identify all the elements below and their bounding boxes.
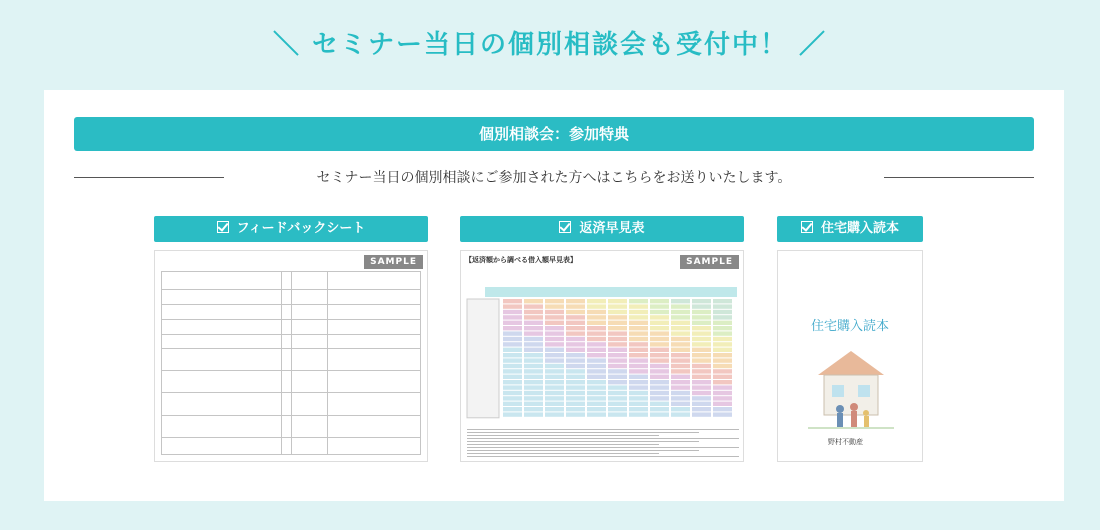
heatmap-cell — [545, 304, 564, 308]
home-guide-tag — [777, 216, 923, 242]
heatmap-cell — [713, 331, 732, 335]
heatmap-cell — [566, 299, 585, 303]
heatmap-cell — [629, 315, 648, 319]
heatmap-cell — [713, 396, 732, 400]
heatmap-cell — [524, 310, 543, 314]
heatmap-cell — [524, 331, 543, 335]
footnote-line — [467, 432, 699, 433]
heatmap-cell — [650, 315, 669, 319]
heatmap-cell — [608, 407, 627, 411]
heatmap-cell — [650, 310, 669, 314]
heatmap-cell — [671, 412, 690, 416]
heatmap-cell — [713, 348, 732, 352]
heatmap-cell — [545, 391, 564, 395]
heatmap-cell — [545, 358, 564, 362]
heatmap-cell — [692, 385, 711, 389]
heatmap-cell — [608, 304, 627, 308]
heatmap-cell — [524, 299, 543, 303]
publisher-logo: 野村不動産 — [828, 438, 863, 446]
heatmap-cell — [524, 380, 543, 384]
feedback-sheet-thumbnail — [154, 250, 428, 462]
heatmap-cell — [671, 326, 690, 330]
heatmap-cell — [608, 402, 627, 406]
heatmap-cell — [650, 353, 669, 357]
heatmap-cell — [713, 299, 732, 303]
heatmap-cell — [608, 315, 627, 319]
sample-badge: SAMPLE — [364, 255, 423, 269]
heatmap-cell — [587, 353, 606, 357]
heatmap-cell — [671, 391, 690, 395]
heatmap-cell — [524, 402, 543, 406]
heatmap-cell — [608, 326, 627, 330]
heatmap-cell — [587, 310, 606, 314]
heatmap-cell — [587, 396, 606, 400]
heatmap-cell — [692, 342, 711, 346]
heatmap-cell — [650, 348, 669, 352]
house-illustration — [778, 343, 923, 433]
heatmap-cell — [650, 321, 669, 325]
subtitle-text: セミナー当日の個別相談にご参加された方へはこちらをお送りいたします。 — [316, 170, 792, 186]
heatmap-cell — [566, 396, 585, 400]
heatmap-cell — [566, 375, 585, 379]
heatmap-cell — [650, 380, 669, 384]
heatmap-cell — [587, 331, 606, 335]
heatmap-cell — [713, 391, 732, 395]
heatmap-cell — [629, 337, 648, 341]
heatmap-cell — [587, 380, 606, 384]
heatmap-cell — [713, 315, 732, 319]
heatmap-cell — [629, 375, 648, 379]
heatmap-cell — [692, 396, 711, 400]
heatmap-cell — [713, 412, 732, 416]
heatmap-cell — [671, 353, 690, 357]
heatmap-cell — [503, 412, 522, 416]
heatmap-cell — [545, 315, 564, 319]
home-guide-thumbnail — [777, 250, 923, 462]
heatmap-cell — [629, 407, 648, 411]
heatmap-cell — [671, 331, 690, 335]
heatmap-cell — [524, 364, 543, 368]
heatmap-cell — [524, 369, 543, 373]
heatmap-cell — [692, 315, 711, 319]
heatmap-cell — [650, 391, 669, 395]
heatmap-cell — [503, 326, 522, 330]
heatmap-cell — [587, 358, 606, 362]
heatmap-cell — [608, 348, 627, 352]
heatmap-cell — [713, 342, 732, 346]
heatmap-cell — [608, 412, 627, 416]
heatmap-cell — [566, 342, 585, 346]
heatmap-cell — [545, 380, 564, 384]
heatmap-cell — [692, 310, 711, 314]
heatmap-cell — [713, 385, 732, 389]
heatmap-cell — [587, 391, 606, 395]
repayment-table-title: 【返済額から調べる借入額早見表】 — [465, 256, 577, 264]
heatmap-cell — [587, 348, 606, 352]
footnote-line — [467, 429, 739, 430]
heatmap-cell — [692, 299, 711, 303]
heatmap-cell — [629, 348, 648, 352]
heatmap-cell — [671, 337, 690, 341]
heatmap-cell — [608, 396, 627, 400]
heatmap-cell — [587, 304, 606, 308]
heatmap-cell — [629, 299, 648, 303]
heatmap-cell — [650, 385, 669, 389]
heatmap-cell — [650, 364, 669, 368]
heatmap-cell — [671, 402, 690, 406]
heatmap-cell — [524, 358, 543, 362]
heatmap-cell — [545, 310, 564, 314]
heatmap-cell — [692, 321, 711, 325]
heatmap-cell — [503, 304, 522, 308]
heatmap-cell — [608, 375, 627, 379]
heatmap-cell — [587, 369, 606, 373]
heatmap-cell — [524, 385, 543, 389]
heatmap-cell — [566, 412, 585, 416]
heatmap-cell — [608, 337, 627, 341]
heatmap-cell — [503, 380, 522, 384]
footnote-line — [467, 441, 699, 442]
heatmap-cell — [524, 412, 543, 416]
checkbox-icon — [217, 221, 229, 233]
heatmap-cell — [629, 402, 648, 406]
heatmap-cell — [629, 380, 648, 384]
heatmap-cell — [713, 326, 732, 330]
heatmap-cell — [650, 407, 669, 411]
heatmap-cell — [692, 364, 711, 368]
heatmap-cell — [629, 326, 648, 330]
footnote-line — [467, 447, 739, 448]
heatmap-cell — [671, 375, 690, 379]
heatmap-cell — [692, 369, 711, 373]
heatmap-cell — [545, 375, 564, 379]
heatmap-cell — [503, 299, 522, 303]
item-feedback-sheet — [154, 216, 428, 462]
heatmap-cell — [545, 369, 564, 373]
heatmap-cell — [608, 385, 627, 389]
heatmap-cell — [566, 331, 585, 335]
heatmap-cell — [545, 337, 564, 341]
heatmap-cell — [629, 353, 648, 357]
benefits-card — [44, 90, 1064, 501]
heatmap-cell — [650, 326, 669, 330]
heatmap-cell — [545, 412, 564, 416]
heatmap-cell — [524, 321, 543, 325]
repayment-table-thumbnail — [460, 250, 744, 462]
heatmap-cell — [713, 358, 732, 362]
footnote-line — [467, 435, 659, 436]
book-title: 住宅購入読本 — [810, 319, 889, 334]
heatmap-cell — [671, 304, 690, 308]
heatmap-cell — [524, 342, 543, 346]
heatmap-cell — [524, 326, 543, 330]
feedback-sheet-label: フィードバックシート — [236, 221, 366, 236]
heatmap-cell — [671, 342, 690, 346]
repayment-table-tag — [460, 216, 744, 242]
heatmap-cell — [587, 326, 606, 330]
heatmap-cell — [545, 348, 564, 352]
heatmap-cell — [545, 299, 564, 303]
heatmap-cell — [503, 375, 522, 379]
heatmap-cell — [713, 380, 732, 384]
heatmap-cell — [503, 337, 522, 341]
divider-right — [884, 177, 1034, 178]
headline: ＼ セミナー当日の個別相談会も受付中！ ／ — [272, 30, 828, 60]
heatmap-cell — [692, 331, 711, 335]
heatmap-cell — [671, 369, 690, 373]
heatmap-cell — [566, 304, 585, 308]
footnote-line — [467, 438, 739, 439]
heatmap-cell — [524, 315, 543, 319]
heatmap-cell — [713, 321, 732, 325]
heatmap-cell — [671, 315, 690, 319]
footnote-line — [467, 456, 739, 457]
heatmap-cell — [503, 315, 522, 319]
heatmap-cell — [503, 385, 522, 389]
heatmap-cell — [692, 407, 711, 411]
checkbox-icon — [559, 221, 571, 233]
heatmap-cell — [566, 380, 585, 384]
repayment-heatmap — [461, 251, 744, 461]
heatmap-cell — [566, 321, 585, 325]
heatmap-cell — [629, 321, 648, 325]
heatmap-cell — [503, 310, 522, 314]
heatmap-cell — [545, 402, 564, 406]
heatmap-cell — [650, 342, 669, 346]
heatmap-cell — [545, 321, 564, 325]
heatmap-cell — [671, 310, 690, 314]
heatmap-cell — [503, 369, 522, 373]
heatmap-cell — [608, 391, 627, 395]
heatmap-cell — [524, 391, 543, 395]
heatmap-cell — [713, 304, 732, 308]
heatmap-cell — [524, 396, 543, 400]
heatmap-cell — [650, 369, 669, 373]
heatmap-cell — [650, 304, 669, 308]
heatmap-cell — [524, 407, 543, 411]
heatmap-cell — [503, 396, 522, 400]
heatmap-cell — [692, 353, 711, 357]
heatmap-cell — [713, 407, 732, 411]
heatmap-cell — [587, 402, 606, 406]
heatmap-cell — [608, 342, 627, 346]
heatmap-cell — [524, 353, 543, 357]
heatmap-cell — [545, 396, 564, 400]
heatmap-cell — [524, 348, 543, 352]
heatmap-cell — [671, 299, 690, 303]
heatmap-cell — [503, 402, 522, 406]
heatmap-cell — [608, 353, 627, 357]
heatmap-cell — [503, 407, 522, 411]
heatmap-cell — [650, 331, 669, 335]
heatmap-cell — [692, 375, 711, 379]
heatmap-cell — [629, 364, 648, 368]
heatmap-cell — [587, 337, 606, 341]
heatmap-cell — [713, 353, 732, 357]
heatmap-cell — [566, 315, 585, 319]
heatmap-cell — [566, 353, 585, 357]
heatmap-cell — [608, 310, 627, 314]
heatmap-cell — [629, 369, 648, 373]
heatmap-cell — [671, 364, 690, 368]
footnote-line — [467, 453, 659, 454]
heatmap-cell — [650, 337, 669, 341]
heatmap-cell — [524, 337, 543, 341]
heatmap-cell — [503, 353, 522, 357]
heatmap-cell — [566, 391, 585, 395]
heatmap-cell — [566, 337, 585, 341]
heatmap-cell — [503, 364, 522, 368]
home-guide-label: 住宅購入読本 — [820, 221, 899, 236]
heatmap-cell — [566, 326, 585, 330]
heatmap-cell — [692, 380, 711, 384]
heatmap-cell — [608, 299, 627, 303]
heatmap-cell — [713, 402, 732, 406]
heatmap-cell — [587, 299, 606, 303]
heatmap-cell — [587, 407, 606, 411]
heatmap-cell — [545, 353, 564, 357]
heatmap-cell — [608, 364, 627, 368]
heatmap-cell — [671, 321, 690, 325]
heatmap-cell — [671, 407, 690, 411]
repayment-table-label: 返済早見表 — [579, 221, 645, 236]
heatmap-cell — [650, 375, 669, 379]
heatmap-cell — [545, 326, 564, 330]
heatmap-cell — [566, 348, 585, 352]
heatmap-cell — [692, 326, 711, 330]
heatmap-cell — [503, 342, 522, 346]
heatmap-cell — [524, 304, 543, 308]
heatmap-cell — [713, 375, 732, 379]
book-cover — [778, 251, 922, 461]
heatmap-cell — [692, 348, 711, 352]
heatmap-cell — [629, 342, 648, 346]
heatmap-cell — [566, 364, 585, 368]
heatmap-cell — [671, 358, 690, 362]
heatmap-cell — [671, 385, 690, 389]
heatmap-cell — [692, 358, 711, 362]
heatmap-cell — [692, 304, 711, 308]
heatmap-cell — [566, 358, 585, 362]
heatmap-cell — [629, 391, 648, 395]
heatmap-cell — [629, 396, 648, 400]
heatmap-cell — [650, 402, 669, 406]
heatmap-cell — [545, 342, 564, 346]
heatmap-cell — [692, 412, 711, 416]
item-repayment-table — [460, 216, 744, 462]
heatmap-cell — [566, 407, 585, 411]
heatmap-cell — [587, 412, 606, 416]
sample-badge: SAMPLE — [680, 255, 739, 269]
heatmap-cell — [650, 358, 669, 362]
divider-left — [74, 177, 224, 178]
heatmap-cell — [671, 380, 690, 384]
heatmap-cell — [587, 342, 606, 346]
heatmap-cell — [692, 337, 711, 341]
heatmap-cell — [650, 396, 669, 400]
heatmap-cell — [545, 407, 564, 411]
heatmap-cell — [566, 402, 585, 406]
heatmap-cell — [503, 358, 522, 362]
heatmap-cell — [587, 375, 606, 379]
form-preview — [161, 271, 421, 455]
heatmap-cell — [713, 369, 732, 373]
subtitle-row — [74, 166, 1034, 190]
heatmap-cell — [629, 412, 648, 416]
heatmap-cell — [587, 315, 606, 319]
heatmap-cell — [587, 321, 606, 325]
heatmap-cell — [671, 396, 690, 400]
footnote-line — [467, 444, 659, 445]
heatmap-cell — [545, 331, 564, 335]
heatmap-cell — [608, 331, 627, 335]
heatmap-cell — [671, 348, 690, 352]
heatmap-cell — [545, 385, 564, 389]
heatmap-cell — [566, 310, 585, 314]
feedback-sheet-tag — [154, 216, 428, 242]
heatmap-cell — [503, 331, 522, 335]
footnote-line — [467, 450, 699, 451]
heatmap-cell — [587, 385, 606, 389]
heatmap-cell — [503, 391, 522, 395]
heatmap-cell — [503, 321, 522, 325]
checkbox-icon — [801, 221, 813, 233]
heatmap-cell — [629, 385, 648, 389]
item-home-guide — [777, 216, 923, 462]
heatmap-cell — [566, 385, 585, 389]
heatmap-cell — [587, 364, 606, 368]
heatmap-cell — [566, 369, 585, 373]
heatmap-cell — [545, 364, 564, 368]
heatmap-cell — [608, 380, 627, 384]
heatmap-cell — [608, 369, 627, 373]
row-label-column — [467, 299, 499, 418]
heatmap-cell — [692, 402, 711, 406]
heatmap-cell — [608, 321, 627, 325]
heatmap-cell — [608, 358, 627, 362]
heatmap-cell — [629, 304, 648, 308]
heatmap-cell — [629, 331, 648, 335]
heatmap-cell — [713, 364, 732, 368]
heatmap-cell — [650, 299, 669, 303]
heatmap-cell — [650, 412, 669, 416]
heatmap-cell — [629, 358, 648, 362]
heatmap-cell — [524, 375, 543, 379]
benefits-banner: 個別相談会：参加特典 — [74, 117, 1034, 151]
heatmap-cell — [692, 391, 711, 395]
heatmap-cell — [713, 310, 732, 314]
heatmap-cell — [503, 348, 522, 352]
heatmap-cell — [629, 310, 648, 314]
heatmap-cell — [713, 337, 732, 341]
